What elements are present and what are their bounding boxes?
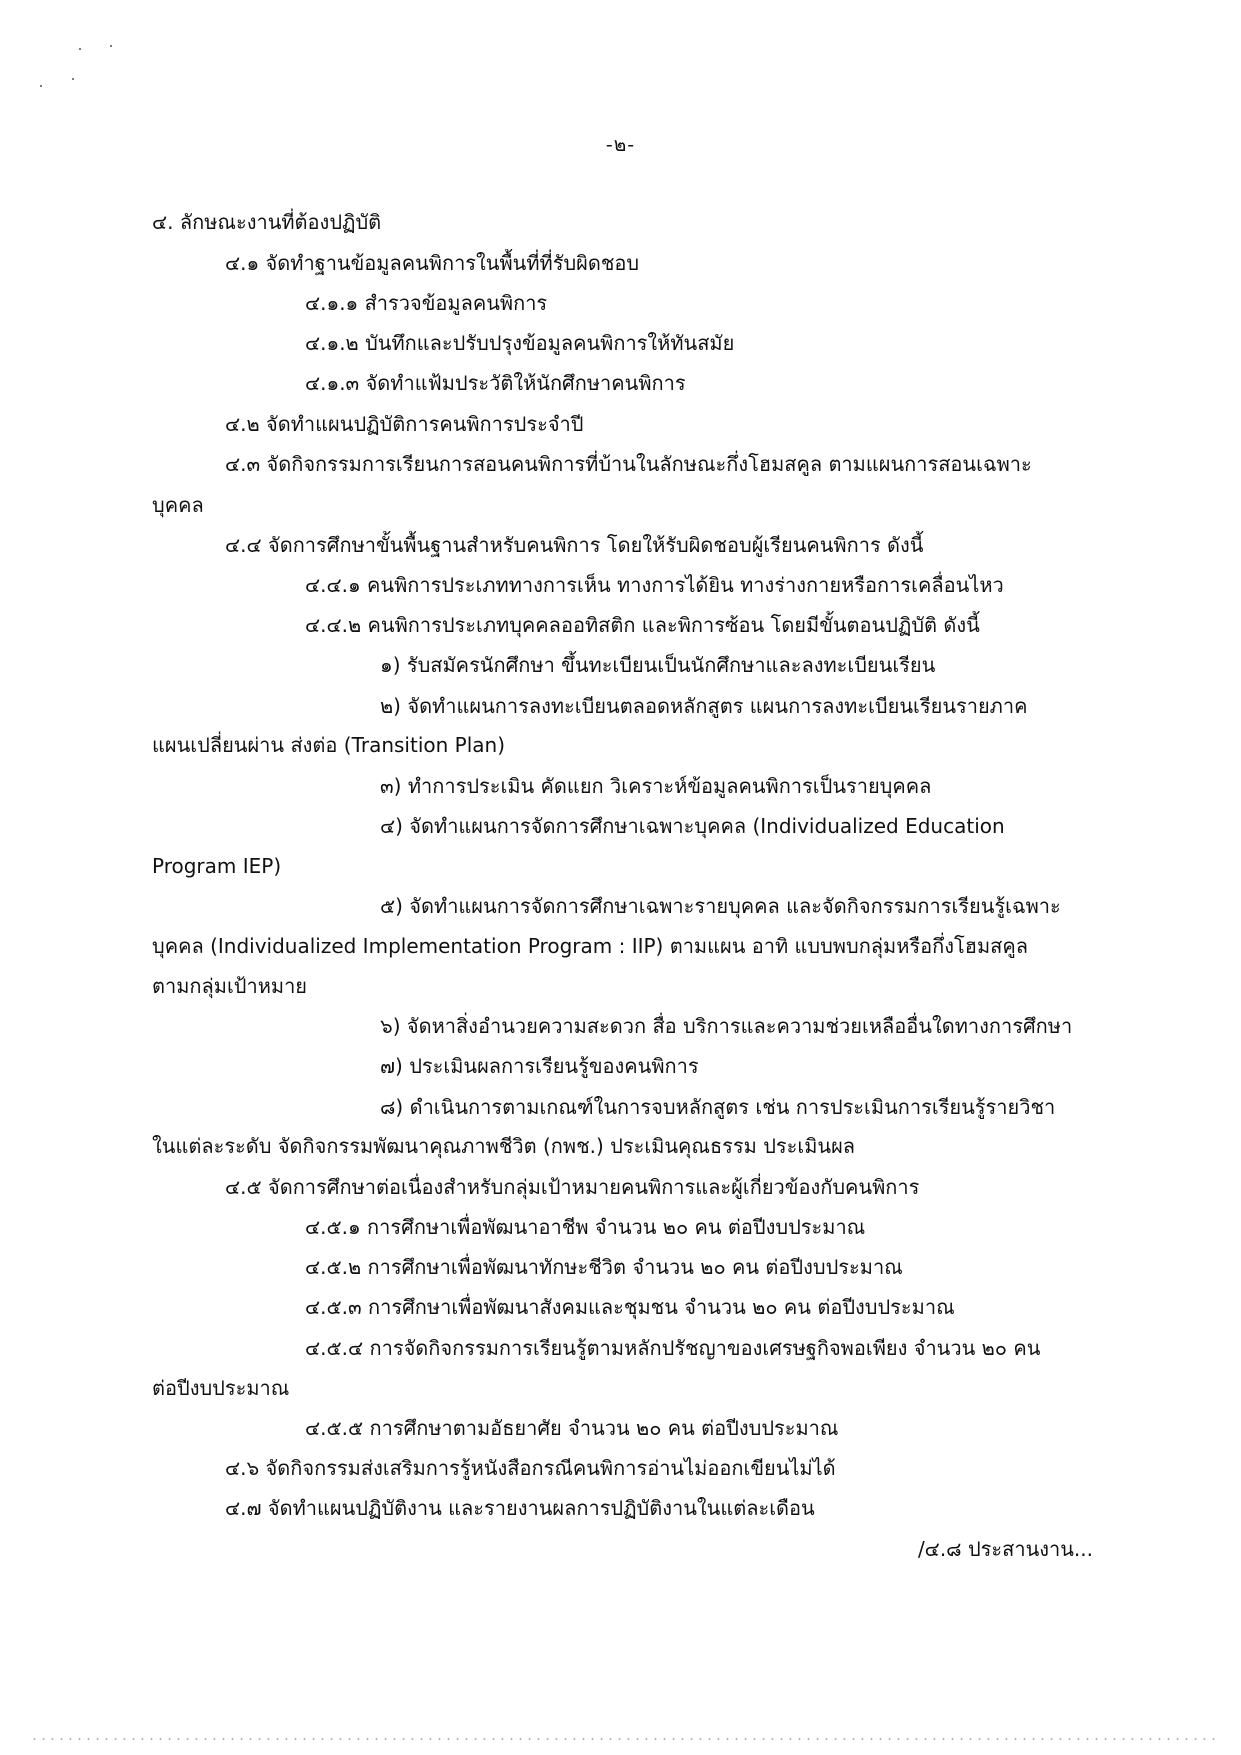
section-heading: ๔. ลักษณะงานที่ต้องปฏิบัติ <box>152 210 382 234</box>
step-6: ๖) จัดหาสิ่งอำนวยความสะดวก สื่อ บริการและความช่วยเหลืออื่นใดทางการศึกษา <box>380 1014 1073 1038</box>
step-4-line-2: Program IEP) <box>152 854 282 878</box>
continuation-note: /๔.๘ ประสานงาน... <box>917 1537 1093 1561</box>
item-4-1-2: ๔.๑.๒ บันทึกและปรับปรุงข้อมูลคนพิการให้ทันสมัย <box>305 331 735 355</box>
step-5-line-2: บุคคล (Individualized Implementation Program : IIP) ตามแผน อาทิ แบบพบกลุ่มหรือกึ่งโฮมสคูล <box>152 934 1029 958</box>
item-4-5-3: ๔.๕.๓ การศึกษาเพื่อพัฒนาสังคมและชุมชน จำนวน ๒๐ คน ต่อปีงบประมาณ <box>305 1295 955 1319</box>
step-4-line-1: ๔) จัดทำแผนการจัดการศึกษาเฉพาะบุคคล (Individualized Education <box>380 814 1005 838</box>
scan-edge-noise <box>30 1738 1220 1740</box>
item-4-5-5: ๔.๕.๕ การศึกษาตามอัธยาศัย จำนวน ๒๐ คน ต่อปีงบประมาณ <box>305 1416 839 1440</box>
section-4-3-line-2: บุคคล <box>152 493 204 517</box>
scan-speck <box>72 78 74 80</box>
item-4-4-2: ๔.๔.๒ คนพิการประเภทบุคคลออทิสติก และพิการซ้อน โดยมีขั้นตอนปฏิบัติ ดังนี้ <box>305 613 980 637</box>
item-4-5-4-line-2: ต่อปีงบประมาณ <box>152 1376 290 1400</box>
step-5-line-3: ตามกลุ่มเป้าหมาย <box>152 974 308 998</box>
step-8-line-1: ๘) ดำเนินการตามเกณฑ์ในการจบหลักสูตร เช่น การประเมินการเรียนรู้รายวิชา <box>380 1095 1056 1119</box>
section-4-3-line-1: ๔.๓ จัดกิจกรรมการเรียนการสอนคนพิการที่บ้านในลักษณะกึ่งโฮมสคูล ตามแผนการสอนเฉพาะ <box>225 452 1032 476</box>
step-2-line-1: ๒) จัดทำแผนการลงทะเบียนตลอดหลักสูตร แผนการลงทะเบียนเรียนรายภาค <box>380 694 1028 718</box>
item-4-1-1: ๔.๑.๑ สำรวจข้อมูลคนพิการ <box>305 291 548 315</box>
step-2-line-2: แผนเปลี่ยนผ่าน ส่งต่อ (Transition Plan) <box>152 733 505 757</box>
step-7: ๗) ประเมินผลการเรียนรู้ของคนพิการ <box>380 1054 699 1078</box>
item-4-4-1: ๔.๔.๑ คนพิการประเภททางการเห็น ทางการได้ยิน ทางร่างกายหรือการเคลื่อนไหว <box>305 573 1004 597</box>
section-4-2: ๔.๒ จัดทำแผนปฏิบัติการคนพิการประจำปี <box>225 412 584 436</box>
item-4-5-2: ๔.๕.๒ การศึกษาเพื่อพัฒนาทักษะชีวิต จำนวน ๒๐ คน ต่อปีงบประมาณ <box>305 1255 903 1279</box>
step-8-line-2: ในแต่ละระดับ จัดกิจกรรมพัฒนาคุณภาพชีวิต (กพช.) ประเมินคุณธรรม ประเมินผล <box>152 1134 856 1158</box>
scan-speck <box>40 85 42 87</box>
step-5-line-1: ๕) จัดทำแผนการจัดการศึกษาเฉพาะรายบุคคล และจัดกิจกรรมการเรียนรู้เฉพาะ <box>380 894 1061 918</box>
section-4-1-title: ๔.๑ จัดทำฐานข้อมูลคนพิการในพื้นที่ที่รับผิดชอบ <box>225 251 640 275</box>
section-4-6: ๔.๖ จัดกิจกรรมส่งเสริมการรู้หนังสือกรณีคนพิการอ่านไม่ออกเขียนไม่ได้ <box>225 1456 836 1480</box>
page-number: -๒- <box>605 134 636 156</box>
step-3: ๓) ทำการประเมิน คัดแยก วิเคราะห์ข้อมูลคนพิการเป็นรายบุคคล <box>380 774 932 798</box>
item-4-1-3: ๔.๑.๓ จัดทำแฟ้มประวัติให้นักศึกษาคนพิการ <box>305 371 686 395</box>
step-1: ๑) รับสมัครนักศึกษา ขึ้นทะเบียนเป็นนักศึกษาและลงทะเบียนเรียน <box>380 653 936 677</box>
section-4-7: ๔.๗ จัดทำแผนปฏิบัติงาน และรายงานผลการปฏิบัติงานในแต่ละเดือน <box>225 1496 815 1520</box>
section-4-5-title: ๔.๕ จัดการศึกษาต่อเนื่องสำหรับกลุ่มเป้าหมายคนพิการและผู้เกี่ยวข้องกับคนพิการ <box>225 1175 920 1199</box>
scan-speck <box>110 45 112 47</box>
item-4-5-1: ๔.๕.๑ การศึกษาเพื่อพัฒนาอาชีพ จำนวน ๒๐ คน ต่อปีงบประมาณ <box>305 1215 866 1239</box>
item-4-5-4-line-1: ๔.๕.๔ การจัดกิจกรรมการเรียนรู้ตามหลักปรัชญาของเศรษฐกิจพอเพียง จำนวน ๒๐ คน <box>305 1336 1041 1360</box>
scan-speck <box>79 48 81 50</box>
section-4-4-title: ๔.๔ จัดการศึกษาขั้นพื้นฐานสำหรับคนพิการ โดยให้รับผิดชอบผู้เรียนคนพิการ ดังนี้ <box>225 533 924 557</box>
